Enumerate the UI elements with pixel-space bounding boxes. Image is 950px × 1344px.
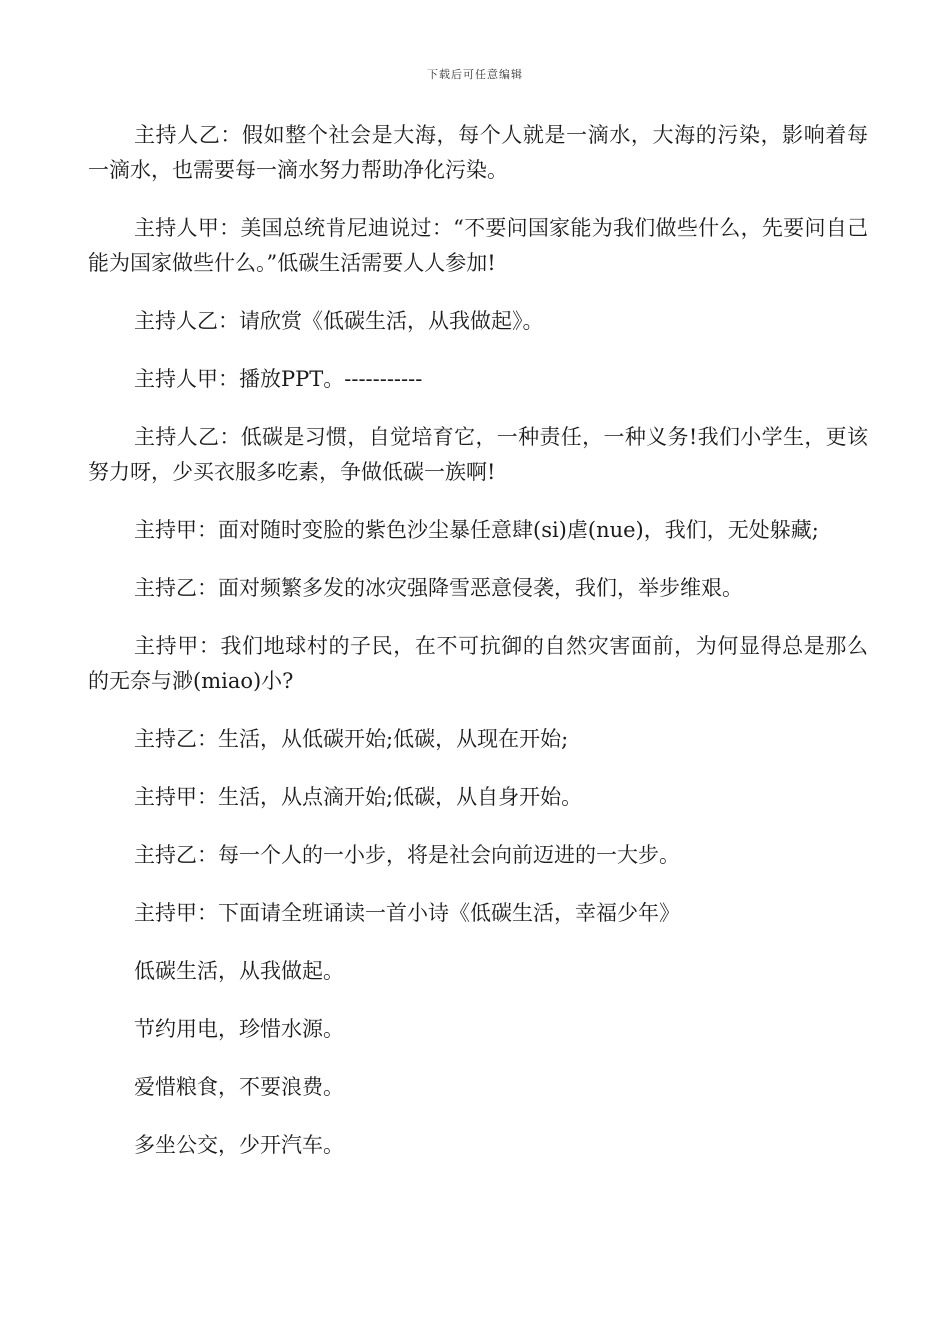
paragraph: 主持乙：面对频繁多发的冰灾强降雪恶意侵袭，我们，举步维艰。 — [134, 576, 743, 600]
paragraph: 主持甲：面对随时变脸的紫色沙尘暴任意肆(si)虐(nue)，我们，无处躲藏; — [134, 518, 819, 542]
paragraph: 主持人甲：播放PPT。----------- — [134, 367, 423, 391]
paragraph: 主持人乙：请欣赏《低碳生活，从我做起》。 — [134, 309, 544, 333]
paragraph: 主持人甲：美国总统肯尼迪说过：“不要问国家能为我们做些什么，先要问自己能为国家做些什么。”低碳生活需要人人参加! — [88, 216, 868, 275]
paragraph: 主持人乙：假如整个社会是大海，每个人就是一滴水，大海的污染，影响着每一滴水，也需要每一滴水努力帮助净化污染。 — [88, 123, 868, 182]
document-body — [88, 118, 868, 1186]
paragraph: 主持甲：下面请全班诵读一首小诗《低碳生活，幸福少年》 — [134, 901, 680, 925]
poem-line: 多坐公交，少开汽车。 — [134, 1133, 344, 1157]
paragraph: 主持乙：生活，从低碳开始;低碳，从现在开始; — [134, 727, 569, 751]
page-header: 下载后可任意编辑 — [427, 68, 523, 81]
poem-line: 节约用电，珍惜水源。 — [134, 1017, 344, 1041]
paragraph: 主持甲：我们地球村的子民，在不可抗御的自然灾害面前，为何显得总是那么的无奈与渺(miao)小? — [88, 634, 868, 693]
poem-line: 爱惜粮食，不要浪费。 — [134, 1075, 344, 1099]
paragraph: 主持人乙：低碳是习惯，自觉培育它，一种责任，一种义务!我们小学生，更该努力呀，少买衣服多吃素，争做低碳一族啊! — [88, 425, 868, 484]
paragraph: 主持甲：生活，从点滴开始;低碳，从自身开始。 — [134, 785, 583, 809]
paragraph: 主持乙：每一个人的一小步，将是社会向前迈进的一大步。 — [134, 843, 680, 867]
poem-line: 低碳生活，从我做起。 — [134, 959, 344, 983]
